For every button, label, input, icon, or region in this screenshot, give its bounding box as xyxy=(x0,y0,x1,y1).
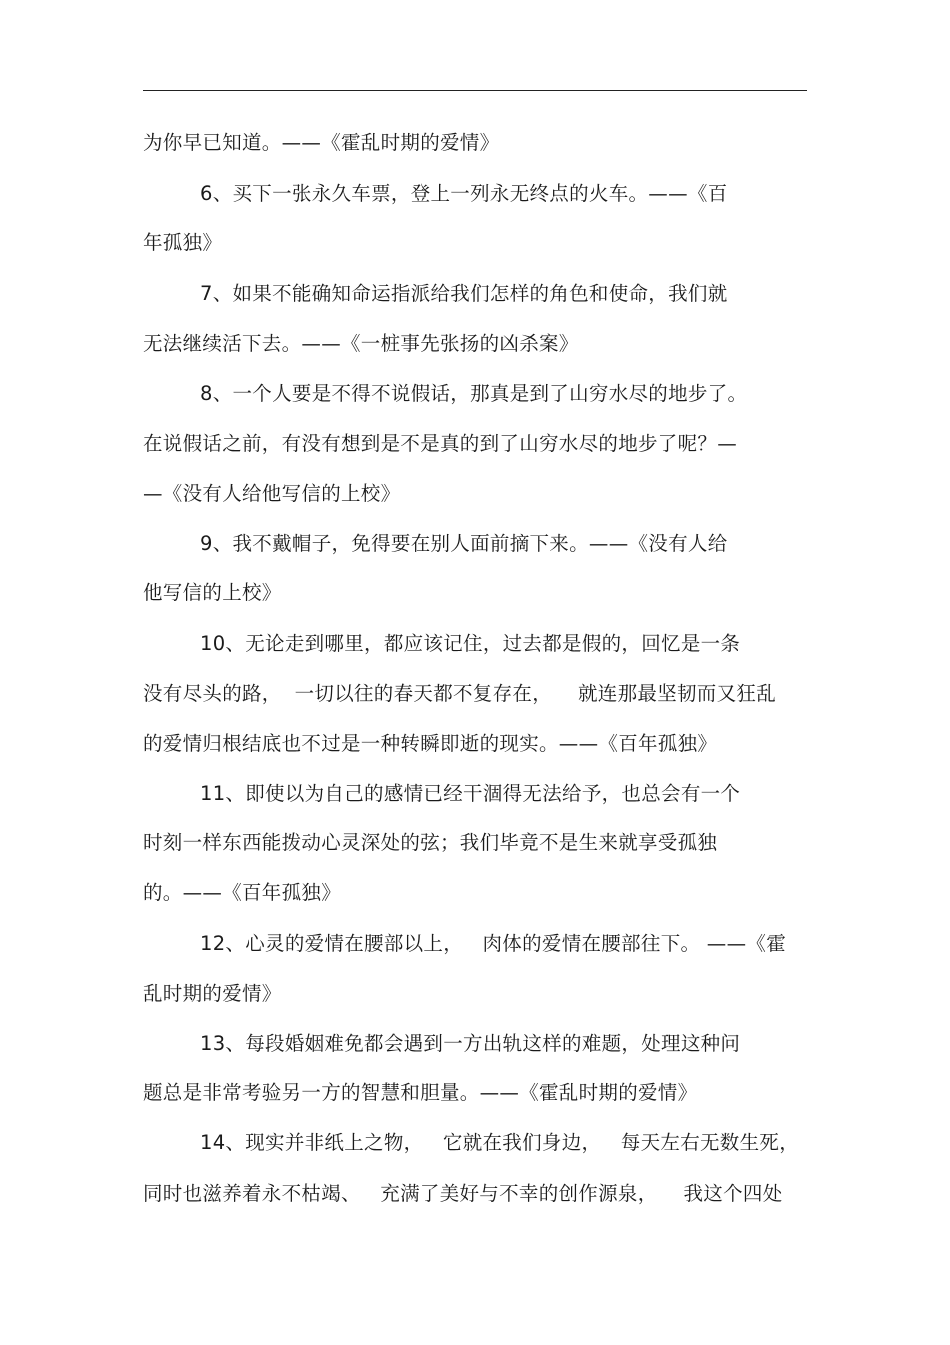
text-line: 10、无论走到哪里，都应该记住，过去都是假的，回忆是一条 xyxy=(200,632,741,655)
text-line: 8、一个人要是不得不说假话，那真是到了山穷水尽的地步了。 xyxy=(200,382,748,405)
text-line: —《没有人给他写信的上校》 xyxy=(143,482,401,505)
text-line: 14、现实并非纸上之物， 它就在我们身边， 每天左右无数生死， xyxy=(200,1131,800,1154)
text-line: 9、我不戴帽子，免得要在别人面前摘下来。——《没有人给 xyxy=(200,532,728,555)
text-line: 乱时期的爱情》 xyxy=(143,982,282,1005)
text-line: 的爱情归根结底也不过是一种转瞬即逝的现实。——《百年孤独》 xyxy=(143,732,718,755)
text-line: 6、买下一张永久车票，登上一列永无终点的火车。——《百 xyxy=(200,182,728,205)
text-line: 13、每段婚姻难免都会遇到一方出轨这样的难题，处理这种问 xyxy=(200,1032,741,1055)
text-line: 的。——《百年孤独》 xyxy=(143,881,341,904)
text-line: 题总是非常考验另一方的智慧和胆量。——《霍乱时期的爱情》 xyxy=(143,1081,698,1104)
header-rule xyxy=(143,90,807,91)
text-line: 他写信的上校》 xyxy=(143,581,282,604)
text-line: 12、心灵的爱情在腰部以上， 肉体的爱情在腰部往下。 ——《霍 xyxy=(200,932,787,955)
text-line: 为你早已知道。——《霍乱时期的爱情》 xyxy=(143,131,500,154)
text-line: 时刻一样东西能拨动心灵深处的弦；我们毕竟不是生来就享受孤独 xyxy=(143,831,718,854)
text-line: 11、即使以为自己的感情已经干涸得无法给予，也总会有一个 xyxy=(200,782,741,805)
text-line: 没有尽头的路， 一切以往的春天都不复存在， 就连那最坚韧而又狂乱 xyxy=(143,682,776,705)
text-line: 无法继续活下去。——《一桩事先张扬的凶杀案》 xyxy=(143,332,579,355)
text-line: 7、如果不能确知命运指派给我们怎样的角色和使命，我们就 xyxy=(200,282,728,305)
text-line: 同时也滋养着永不枯竭、 充满了美好与不幸的创作源泉， 我这个四处 xyxy=(143,1182,783,1205)
text-line: 在说假话之前，有没有想到是不是真的到了山穷水尽的地步了呢？— xyxy=(143,432,738,455)
text-line: 年孤独》 xyxy=(143,231,223,254)
